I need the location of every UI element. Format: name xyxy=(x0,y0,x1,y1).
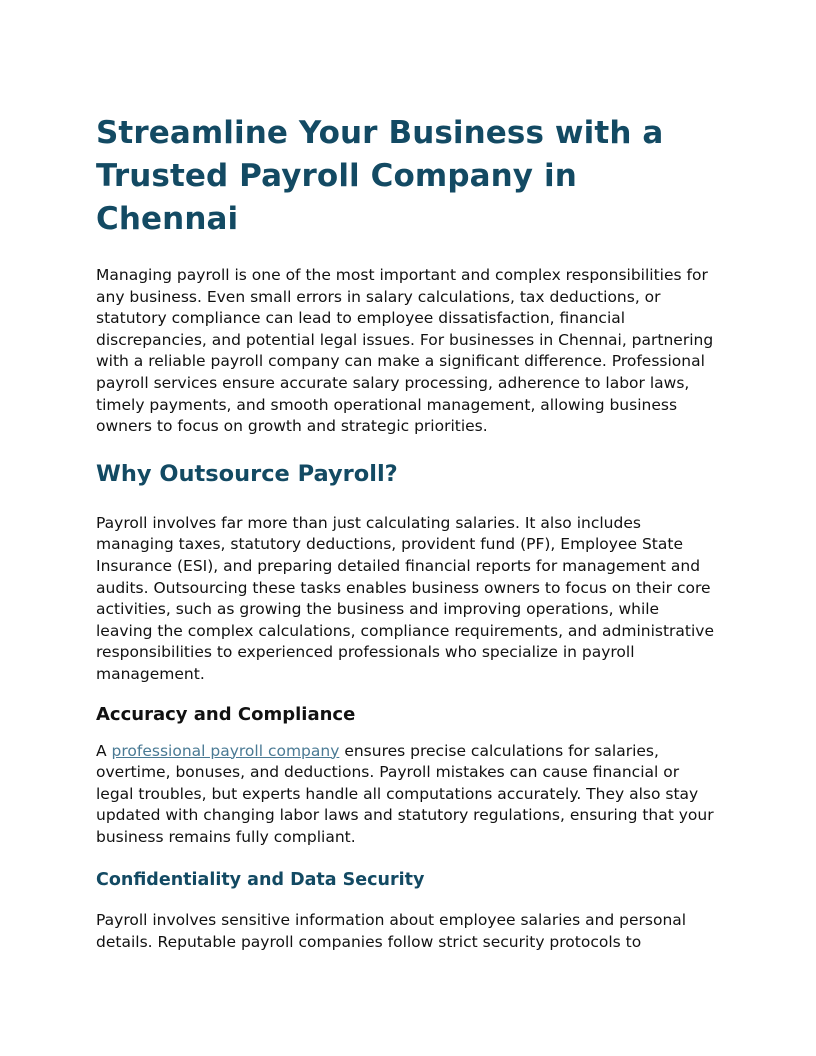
subheading-accuracy-compliance: Accuracy and Compliance xyxy=(96,703,356,725)
page-title: Streamline Your Business with a Trusted Payroll Company in Chennai xyxy=(96,115,664,237)
intro-paragraph: Managing payroll is one of the most important and complex responsibilities for any business. Even small errors in salary calculations, tax deductions, or statutory compliance can lead to employee dissatisfaction, financial discrepancies, and potential legal issues. For businesses in Chennai, partnering with a reliable payroll company can make a significant difference. Professional payroll services ensure accurate salary processing, adherence to labor laws, timely payments, and smooth operational management, allowing business owners to focus on growth and strategic priorities. xyxy=(96,266,714,436)
confidentiality-paragraph: Payroll involves sensitive information about employee salaries and personal details. Reputable payroll companies follow strict security protocols to xyxy=(96,911,687,952)
section-heading-why-outsource: Why Outsource Payroll? xyxy=(96,460,398,487)
document-page xyxy=(96,112,720,954)
subheading-confidentiality-security: Confidentiality and Data Security xyxy=(96,870,425,891)
professional-payroll-company-link[interactable]: professional payroll company xyxy=(111,741,340,760)
why-outsource-paragraph: Payroll involves far more than just calculating salaries. It also includes managing taxes, statutory deductions, provident fund (PF), Employee State Insurance (ESI), and preparing detailed financial reports for management and audits. Outsourcing these tasks enables business owners to focus on their core activities, such as growing the business and improving operations, while leaving the complex calculations, compliance requirements, and administrative responsibilities to experienced professionals who specialize in payroll management. xyxy=(96,513,714,683)
accuracy-paragraph xyxy=(96,741,720,849)
accuracy-prefix: A xyxy=(96,741,112,760)
accuracy-suffix: ensures precise calculations for salaries, overtime, bonuses, and deductions. Payroll mistakes can cause financial or legal troubles, but experts handle all computations accurately. They also stay updated with changing labor laws and statutory regulations, ensuring that your business remains fully compliant. xyxy=(96,741,714,846)
